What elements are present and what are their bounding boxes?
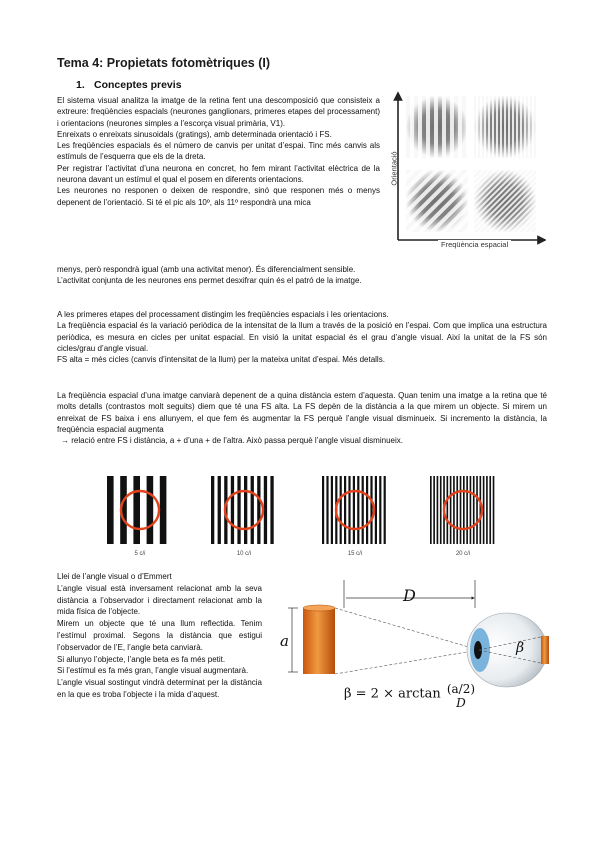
paragraph: L’angle visual està inversament relacionat amb la seva distància a l’observador i directament relacionat amb la mida física de l’objecte. (57, 583, 262, 617)
paragraph: menys, però respondrà igual (amb una activitat menor). És diferencialment sensible. (57, 265, 356, 274)
formula (344, 680, 475, 708)
grating-image (430, 476, 496, 544)
gabor-high-freq-oblique (474, 170, 536, 232)
retinal-image (541, 636, 549, 664)
object-cylinder (303, 608, 335, 674)
grating-image (107, 476, 173, 544)
grating-caption: 20 c/i (455, 551, 471, 557)
page-title: Tema 4: Propietats fotomètriques (I) (57, 56, 270, 70)
paragraph: El sistema visual analitza la imatge de la retina fent una descomposició que consisteix a extreure: freqüències espacials (neurones ganglionars, primeres etapes del processament) i orientacions (neurones simples a l’escorça visual primària, V1). (57, 96, 380, 128)
formula-denominator: D (456, 696, 466, 710)
section-heading (76, 79, 182, 91)
grating-caption: 5 c/i (134, 551, 146, 557)
label-D: D (403, 586, 416, 605)
grating-10-cycles (211, 476, 277, 557)
emmert-heading: Llei de l’angle visual o d’Emmert (57, 572, 172, 581)
paragraph: Per registrar l’activitat d’una neurona en concret, ho fem mirant l’activitat elèctrica de la neurona davant un estímul el qual el posem en diferents orientacions. (57, 163, 380, 185)
cylinder-top (303, 605, 335, 611)
formula-numerator: (a/2) (446, 682, 476, 696)
grating-caption: 10 c/i (236, 551, 252, 557)
y-axis-label: Orientació (389, 151, 399, 186)
emmert-text (57, 571, 262, 701)
paragraph: Enreixats o enreixats sinusoidals (gratings), amb determinada orientació i FS. (57, 129, 332, 139)
section-number: 1. (76, 79, 85, 91)
paragraph: Si l’estímul es fa més gran, l’angle visual augmentarà. (57, 666, 249, 676)
intro-text-continued (57, 264, 407, 287)
paragraph: Mirem un objecte que té una llum reflectida. Tenim l’estímul proximal. Segons la distància que estigui l’observador de l’E, l’angle beta canviarà. (57, 619, 262, 652)
eye-pupil (474, 641, 482, 659)
grating-image (322, 476, 388, 544)
paragraph: La freqüència espacial d’una imatge canviarà depenent de a quina distància estem d’aquesta. Quan tenim una imatge a la retina que té molts detalls (contrastos molt seguits) diem que té una FS alta. La FS depèn de la distància a la que mirem un objecte. Si mirem un enreixat de FS baixa i ens allunyem, el que fem és augmentar la FS perquè l’angle visual disminueix. Si incremento la distància, la freqüència espacial augmenta (57, 391, 547, 434)
gabor-low-freq-vertical (406, 96, 468, 158)
gabor-low-freq-oblique (406, 170, 468, 232)
emmert-diagram (270, 576, 570, 726)
grating-caption: 15 c/i (347, 551, 363, 557)
grating-15-cycles (322, 476, 388, 557)
paragraph: L’angle visual sostingut vindrà determinat per la distància en la que es troba l’objecte i la mida d’aquest. (57, 678, 262, 699)
grating-image (211, 476, 277, 544)
paragraph: FS alta = més cicles (canvis d’intensitat de la llum) per la mateixa unitat d’espai. Més detalls. (57, 355, 385, 365)
paragraph: Si allunyo l’objecte, l’angle beta es fa més petit. (57, 654, 226, 664)
x-axis-label: Freqüència espacial (438, 240, 511, 249)
ray-top (335, 608, 479, 650)
label-a: a (280, 632, 289, 650)
gabor-high-freq-vertical (474, 96, 536, 158)
section-label: Conceptes previs (94, 79, 182, 91)
spatial-frequency-text (57, 309, 547, 365)
formula-main: β = 2 × arctan (344, 686, 441, 702)
gabor-figure (386, 90, 546, 250)
paragraph: La freqüència espacial és la variació periòdica de la intensitat de la llum a través de la posició en l’espai. Com que implica una estructura periòdica, es mesura en cicles per unitat espacial. En visió la unitat espacial és el grau d’angle visual. Així la unitat de la FS són cicles/grau d’angle visual. (57, 321, 547, 353)
grating-20-cycles (430, 476, 496, 557)
paragraph: Les freqüències espacials és el número de canvis per unitat d’espai. Tinc més canvis als estímuls de l’esquerra que els de la dreta. (57, 141, 380, 162)
distance-text (57, 390, 547, 446)
intro-text (57, 95, 380, 208)
ray-bottom (335, 650, 479, 674)
paragraph: L’activitat conjunta de les neurones ens permet desxifrar quin és el patró de la imatge. (57, 276, 362, 286)
grating-5-cycles (107, 476, 173, 557)
paragraph: Les neurones no responen o deixen de respondre, sinó que responen més o menys depenent de l’orientació. Si té el pic als 10º, als 11º respondrà una mica (57, 186, 380, 207)
paragraph: → relació entre FS i distància, a + d’una + de l’altra. Això passa perquè l’angle visual disminueix. (61, 436, 403, 446)
paragraph: A les primeres etapes del processament distingim les freqüències espacials i les orientacions. (57, 310, 389, 319)
label-beta: β (516, 640, 525, 656)
